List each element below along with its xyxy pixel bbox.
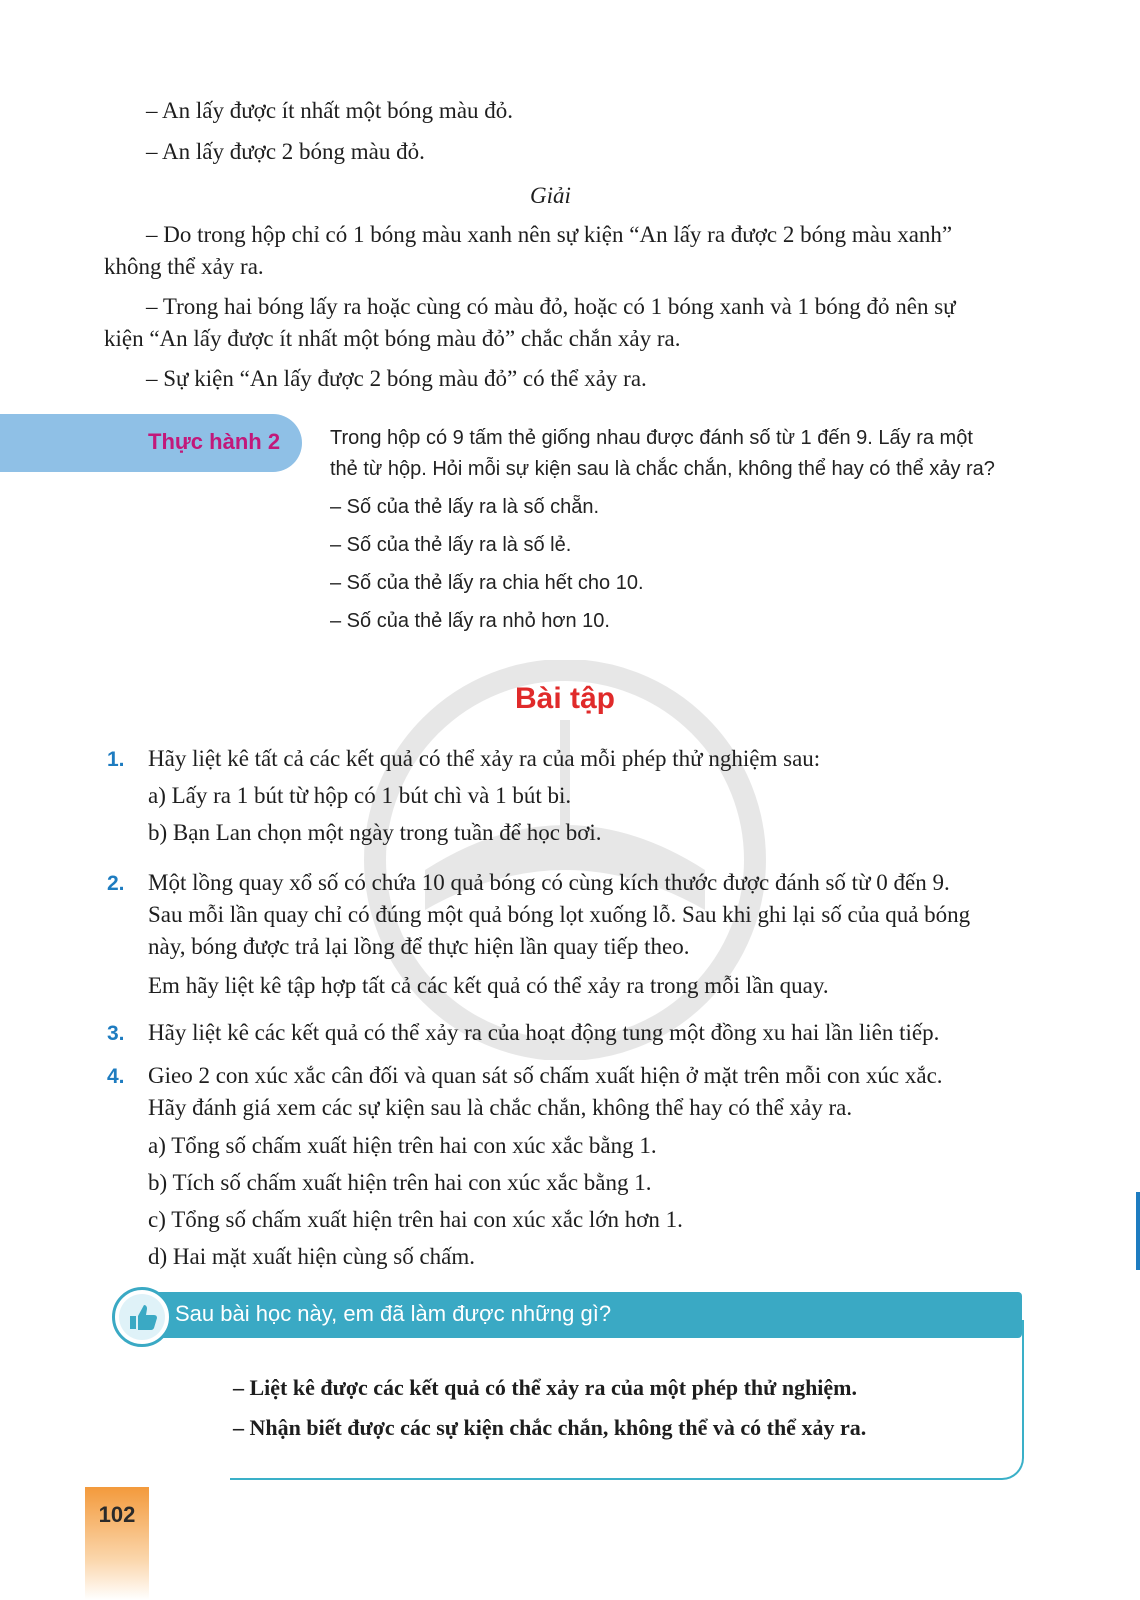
exercise-3-line-1: Hãy liệt kê các kết quả có thể xảy ra của hoạt động tung một đồng xu hai lần liên tiếp. bbox=[148, 1020, 940, 1045]
exercise-1-line-2: a) Lấy ra 1 bút từ hộp có 1 bút chì và 1 bút bi. bbox=[148, 783, 572, 808]
exercise-2-line-2: Sau mỗi lần quay chỉ có đúng một quả bóng lọt xuống lỗ. Sau khi ghi lại số của quả bóng bbox=[148, 902, 971, 927]
exercise-4-line-2: Hãy đánh giá xem các sự kiện sau là chắc chắn, không thể hay có thể xảy ra. bbox=[148, 1095, 853, 1120]
practice-label: Thực hành 2 bbox=[148, 429, 281, 454]
edge-marker bbox=[1136, 1192, 1140, 1270]
exercise-4-line-5: c) Tổng số chấm xuất hiện trên hai con xúc xắc lớn hơn 1. bbox=[148, 1207, 683, 1232]
intro-line-1: – An lấy được ít nhất một bóng màu đỏ. bbox=[146, 98, 514, 123]
exercise-4-number: 4. bbox=[107, 1065, 125, 1088]
thumbs-up-badge bbox=[112, 1287, 172, 1347]
practice-line-2: thẻ từ hộp. Hỏi mỗi sự kiện sau là chắc chắn, không thể hay có thể xảy ra? bbox=[330, 458, 995, 480]
practice-item-2: – Số của thẻ lấy ra là số lẻ. bbox=[330, 534, 572, 556]
practice-item-4: – Số của thẻ lấy ra nhỏ hơn 10. bbox=[330, 610, 610, 632]
exercise-4-line-1: Gieo 2 con xúc xắc cân đối và quan sát số chấm xuất hiện ở mặt trên mỗi con xúc xắc. bbox=[148, 1063, 943, 1088]
exercise-4-line-4: b) Tích số chấm xuất hiện trên hai con xúc xắc bằng 1. bbox=[148, 1170, 652, 1195]
exercises-title: Bài tập bbox=[514, 682, 616, 715]
exercise-2-line-3: này, bóng được trả lại lồng để thực hiện lần quay tiếp theo. bbox=[148, 934, 690, 959]
solution-line-1: – Do trong hộp chỉ có 1 bóng màu xanh nên sự kiện “An lấy ra được 2 bóng màu xanh” bbox=[146, 222, 953, 247]
solution-line-2: không thể xảy ra. bbox=[104, 254, 264, 279]
watermark-logo bbox=[330, 660, 800, 1060]
exercise-1-line-1: Hãy liệt kê tất cả các kết quả có thể xảy ra của mỗi phép thử nghiệm sau: bbox=[148, 746, 821, 771]
summary-heading: Sau bài học này, em đã làm được những gì? bbox=[175, 1301, 612, 1326]
summary-item-2: – Nhận biết được các sự kiện chắc chắn, không thể và có thể xảy ra. bbox=[233, 1415, 867, 1440]
solution-line-5: – Sự kiện “An lấy được 2 bóng màu đỏ” có thể xảy ra. bbox=[146, 366, 647, 391]
exercise-4-line-3: a) Tổng số chấm xuất hiện trên hai con xúc xắc bằng 1. bbox=[148, 1133, 657, 1158]
exercise-1-line-3: b) Bạn Lan chọn một ngày trong tuần để học bơi. bbox=[148, 820, 602, 845]
intro-line-2: – An lấy được 2 bóng màu đỏ. bbox=[146, 139, 425, 164]
thumbs-up-icon bbox=[115, 1290, 169, 1344]
exercise-2-number: 2. bbox=[107, 872, 125, 895]
practice-item-1: – Số của thẻ lấy ra là số chẵn. bbox=[330, 496, 600, 518]
summary-item-1: – Liệt kê được các kết quả có thể xảy ra của một phép thử nghiệm. bbox=[233, 1375, 858, 1400]
page-number: 102 bbox=[98, 1502, 136, 1527]
solution-line-3: – Trong hai bóng lấy ra hoặc cùng có màu đỏ, hoặc có 1 bóng xanh và 1 bóng đỏ nên sự bbox=[146, 294, 956, 319]
exercise-2-line-4: Em hãy liệt kê tập hợp tất cả các kết quả có thể xảy ra trong mỗi lần quay. bbox=[148, 973, 829, 998]
exercise-4-line-6: d) Hai mặt xuất hiện cùng số chấm. bbox=[148, 1244, 476, 1269]
practice-line-1: Trong hộp có 9 tấm thẻ giống nhau được đánh số từ 1 đến 9. Lấy ra một bbox=[330, 427, 973, 449]
practice-item-3: – Số của thẻ lấy ra chia hết cho 10. bbox=[330, 572, 644, 594]
solution-line-4: kiện “An lấy được ít nhất một bóng màu đỏ” chắc chắn xảy ra. bbox=[104, 326, 681, 351]
exercise-1-number: 1. bbox=[107, 748, 125, 771]
solution-label: Giải bbox=[530, 183, 571, 208]
exercise-2-line-1: Một lồng quay xổ số có chứa 10 quả bóng có cùng kích thước được đánh số từ 0 đến 9. bbox=[148, 870, 950, 895]
exercise-3-number: 3. bbox=[107, 1022, 125, 1045]
